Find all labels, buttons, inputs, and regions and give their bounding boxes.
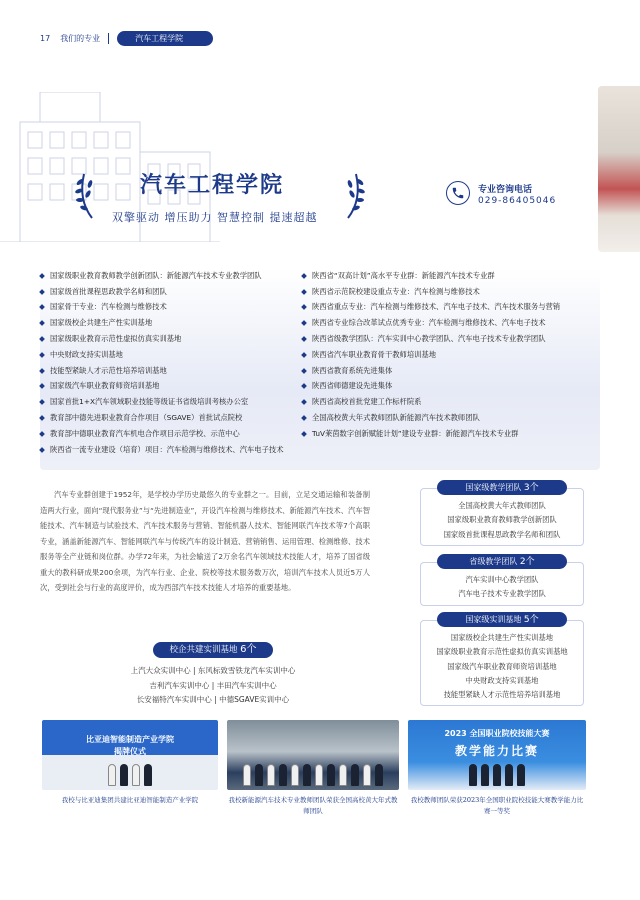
honor-item: 陕西省高校首批党建工作标杆院系 bbox=[302, 394, 602, 410]
page-title: 汽车工程学院 bbox=[140, 173, 285, 198]
honor-item: 陕西省级教学团队：汽车实训中心教学团队、汽车电子技术专业教学团队 bbox=[302, 331, 602, 347]
intro-paragraph: 汽车专业群创建于1952年，是学校办学历史最悠久的专业群之一。目前，立足交通运输和装备制造两大行业，面向“现代服务业”与“先进制造业”，开设汽车检测与维修技术、新能源汽车技术、汽车智能技术、汽车制造与试验技术、汽车技术服务与营销、智能机器人技术、智能网联汽车技术等7个高职专业，涵盖新能源汽车、智能网联汽车与传统汽车的设计制造、营销销售、运用管理、检测维修、技术服务等全产业链和岗位群。办学72年来，为社会输送了2万余名汽车领域技术技能人才，培养了国省级重大的教科研成果200余项，为汽车行业、企业、院校等技术服务数万次，培训汽车技术人员近5万人次，受到社会与行业的高度评价，成为西部汽车技术技能人才培养的重要基地。 bbox=[40, 490, 370, 592]
national-bases-heading: 国家级实训基地 5个 bbox=[437, 612, 567, 627]
photo-caption: 我校与比亚迪集团共建比亚迪智能制造产业学院 bbox=[61, 796, 199, 804]
photo-byd-ceremony bbox=[42, 720, 218, 790]
slogan: 双擎驱动 增压助力 智慧控制 提速超越 bbox=[112, 211, 318, 224]
consult-phone: 029-86405046 bbox=[478, 196, 557, 206]
honor-item: 中央财政支持实训基地 bbox=[40, 347, 302, 363]
section-label: 我们的专业 bbox=[60, 33, 101, 43]
team-item: 国家级职业教育教师教学创新团队 bbox=[447, 515, 557, 525]
honor-item: 陕西省“双高计划”高水平专业群：新能源汽车技术专业群 bbox=[302, 268, 602, 284]
consult-label: 专业咨询电话 bbox=[478, 185, 533, 195]
joint-base-line: 上汽大众实训中心 | 东风标致雪铁龙汽车实训中心 bbox=[130, 666, 296, 675]
team-item: 汽车电子技术专业教学团队 bbox=[458, 589, 546, 599]
honor-item: 陕西省一流专业建设（培育）项目：汽车检测与维修技术、汽车电子技术 bbox=[40, 442, 302, 458]
team-item: 国家级首批课程思政教学名师和团队 bbox=[443, 529, 561, 539]
base-item: 国家级职业教育示范性虚拟仿真实训基地 bbox=[436, 647, 568, 657]
honor-item: 国家级首批课程思政教学名师和团队 bbox=[40, 284, 302, 300]
honor-item: 国家级职业教育示范性虚拟仿真实训基地 bbox=[40, 331, 302, 347]
phone-icon bbox=[446, 181, 470, 205]
base-item: 国家级汽车职业教育师资培训基地 bbox=[447, 661, 557, 671]
honor-item: 国家骨干专业：汽车检测与维修技术 bbox=[40, 300, 302, 316]
honors-right-column bbox=[302, 268, 602, 442]
page-header bbox=[40, 30, 213, 46]
honor-item: 陕西省重点专业：汽车检测与维修技术、汽车电子技术、汽车技术服务与营销 bbox=[302, 300, 602, 316]
people-figures bbox=[227, 764, 399, 786]
photo-banner-text: 揭牌仪式 bbox=[114, 747, 146, 756]
laurel-right-icon bbox=[344, 170, 366, 220]
provincial-teams-box bbox=[420, 557, 584, 606]
provincial-teams-heading: 省级教学团队 2个 bbox=[437, 554, 567, 569]
joint-base-line: 吉利汽车实训中心 | 丰田汽车实训中心 bbox=[149, 680, 277, 690]
honor-item: 国家级校企共建生产性实训基地 bbox=[40, 315, 302, 331]
honor-item: 国家级职业教育教师教学创新团队：新能源汽车技术专业教学团队 bbox=[40, 268, 302, 284]
people-figures bbox=[42, 764, 218, 786]
photo-caption: 我校新能源汽车技术专业教师团队荣获全国高校黄大年式教师团队 bbox=[228, 796, 398, 815]
honor-item: 教育部中德先进职业教育合作项目（SGAVE）首批试点院校 bbox=[40, 410, 302, 426]
national-teams-box bbox=[420, 483, 584, 546]
joint-bases-heading: 校企共建实训基地 6个 bbox=[153, 642, 273, 658]
joint-base-line: 长安福特汽车实训中心 | 中德SGAVE实训中心 bbox=[136, 695, 290, 704]
page-number: 17 bbox=[40, 33, 51, 43]
header-divider bbox=[108, 33, 109, 44]
honor-item: 国家级汽车职业教育师资培训基地 bbox=[40, 379, 302, 395]
honor-item: 国家首批1+X汽车领域职业技能等级证书省级培训考核办公室 bbox=[40, 394, 302, 410]
photo-banner-text: 比亚迪智能制造产业学院 bbox=[86, 735, 174, 744]
campus-photo-edge bbox=[598, 86, 640, 252]
honor-item: 全国高校黄大年式教师团队新能源汽车技术教师团队 bbox=[302, 410, 602, 426]
photo-banner-text: 教学能力比赛 bbox=[454, 744, 539, 758]
honors-panel bbox=[40, 268, 600, 470]
national-bases-box bbox=[420, 615, 584, 706]
college-pill: 汽车工程学院 bbox=[117, 31, 213, 46]
honor-item: 技能型紧缺人才示范性培养培训基地 bbox=[40, 363, 302, 379]
honor-item: 陕西省师德建设先进集体 bbox=[302, 379, 602, 395]
team-item: 全国高校黄大年式教师团队 bbox=[458, 501, 546, 510]
photo-teacher-team bbox=[227, 720, 399, 790]
honor-item: 陕西省专业综合改革试点优秀专业：汽车检测与维修技术、汽车电子技术 bbox=[302, 315, 602, 331]
honor-item: 教育部中德职业教育汽车机电合作项目示范学校、示范中心 bbox=[40, 426, 302, 442]
joint-bases-section bbox=[96, 642, 330, 708]
laurel-left-icon bbox=[74, 170, 96, 220]
honor-item: 陕西省汽车职业教育骨干教师培训基地 bbox=[302, 347, 602, 363]
honor-item: TuV莱茵数字创新赋能计划”建设专业群：新能源汽车技术专业群 bbox=[302, 426, 602, 442]
base-item: 技能型紧缺人才示范性培养培训基地 bbox=[443, 690, 561, 700]
people-figures bbox=[408, 764, 586, 786]
national-teams-heading: 国家级教学团队 3个 bbox=[437, 480, 567, 495]
base-item: 国家级校企共建生产性实训基地 bbox=[450, 633, 554, 642]
honor-item: 陕西省教育系统先进集体 bbox=[302, 363, 602, 379]
team-item: 汽车实训中心教学团队 bbox=[465, 575, 539, 584]
base-item: 中央财政支持实训基地 bbox=[465, 675, 539, 685]
photo-caption: 我校教师团队荣获2023年全国职业院校技能大赛教学能力比赛一等奖 bbox=[410, 796, 584, 815]
photo-teaching-competition bbox=[408, 720, 586, 790]
honors-left-column bbox=[40, 268, 302, 458]
honor-item: 陕西省示范院校建设重点专业：汽车检测与维修技术 bbox=[302, 284, 602, 300]
photo-banner-text: 2023 全国职业院校技能大赛 bbox=[444, 729, 550, 738]
